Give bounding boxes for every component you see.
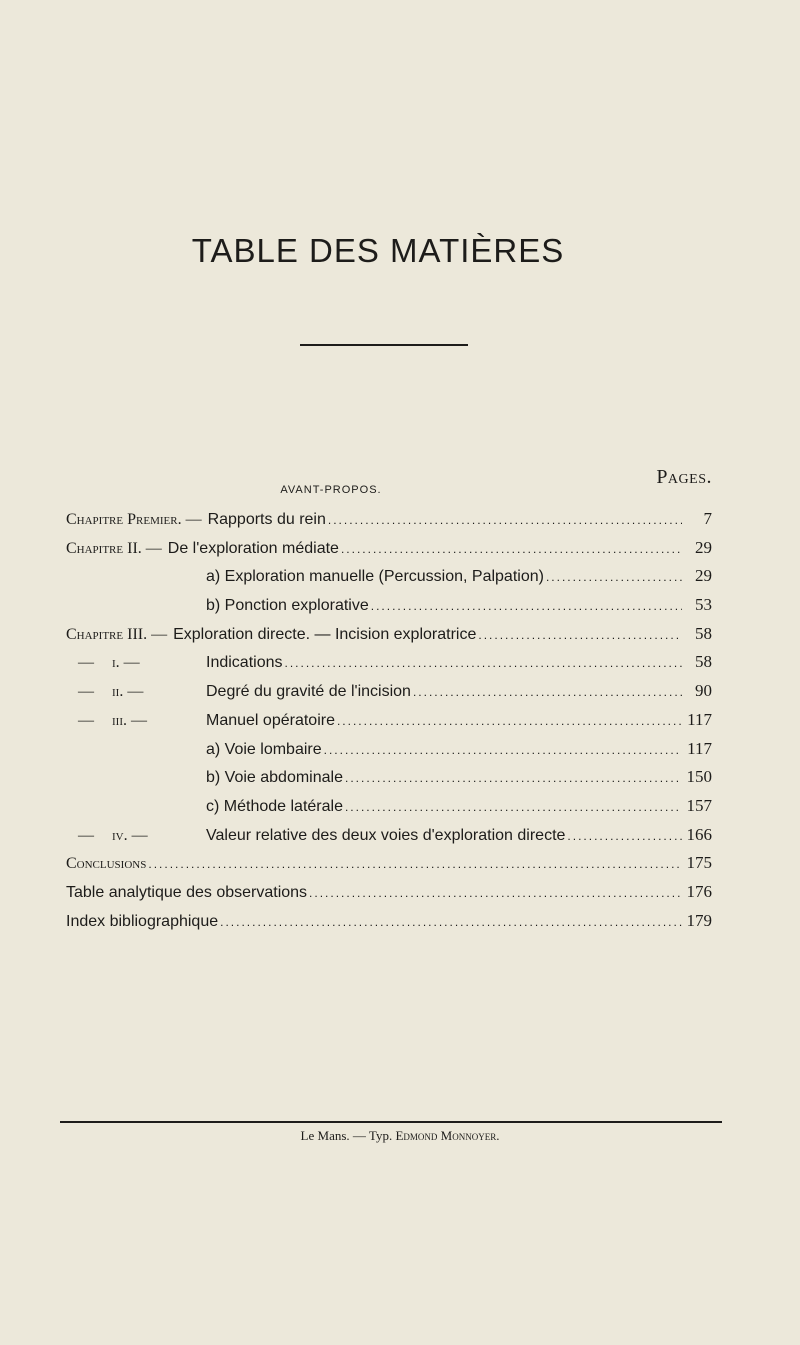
toc-entry (66, 620, 712, 649)
ditto-dash: — (78, 826, 94, 844)
ditto-dash: — (78, 683, 94, 701)
toc-chapter-label: Chapitre II. — (66, 539, 162, 557)
toc-entry-text: Valeur relative des deux voies d'exploration directe (206, 826, 566, 844)
dot-leader (341, 535, 682, 564)
toc-entry (66, 735, 712, 764)
title-divider (300, 344, 468, 346)
toc-entry (66, 505, 712, 534)
printer-imprint (0, 1128, 800, 1144)
toc-page-number: 29 (695, 566, 712, 586)
toc-entry (66, 763, 712, 792)
toc-section-label (66, 649, 206, 678)
toc-chapter-label: Chapitre III. — (66, 625, 168, 643)
toc-entry (66, 562, 712, 591)
toc-entry-text: a) Exploration manuelle (Percussion, Palpation) (206, 568, 544, 586)
toc-page-number: 53 (695, 595, 712, 615)
toc-section-label (66, 707, 206, 736)
toc-entry-text: Conclusions (66, 855, 147, 873)
dot-leader (220, 908, 682, 937)
dot-leader (328, 506, 682, 535)
toc-entry-text: Exploration directe. — Incision exploratrice (173, 625, 477, 643)
table-of-contents (66, 505, 712, 935)
toc-page-number: 150 (686, 767, 712, 787)
dot-leader (567, 822, 682, 851)
toc-page-number: 58 (695, 623, 712, 643)
dot-leader (371, 592, 682, 621)
toc-page-number: 90 (695, 681, 712, 701)
footer-divider (60, 1121, 722, 1123)
toc-entry (66, 591, 712, 620)
ditto-dash: — (78, 654, 94, 672)
page-title: TABLE DES MATIÈRES (191, 232, 565, 269)
toc-entry (66, 706, 712, 735)
dot-leader (148, 850, 682, 879)
toc-page-number: 58 (695, 652, 712, 672)
toc-entry (66, 849, 712, 878)
dot-leader (478, 621, 682, 650)
toc-chapter-label: Chapitre Premier. — (66, 511, 202, 528)
ditto-dash: — (78, 711, 94, 729)
toc-entry (66, 821, 712, 850)
pages-column-label: Pages. (656, 466, 712, 488)
toc-page-number: 157 (686, 795, 712, 815)
toc-page-number: 166 (686, 824, 712, 844)
toc-entry (66, 907, 712, 936)
toc-page-number: 117 (687, 738, 712, 758)
dot-leader (324, 736, 682, 765)
dot-leader (337, 707, 682, 736)
dot-leader (345, 764, 682, 793)
dot-leader (309, 879, 682, 908)
toc-page-number: 179 (686, 910, 712, 930)
dot-leader (546, 563, 682, 592)
toc-entry-text: Manuel opératoire (206, 711, 335, 729)
toc-page-number: 29 (695, 537, 712, 557)
toc-entry (66, 534, 712, 563)
toc-page-number: 117 (687, 709, 712, 729)
avant-propos-heading: AVANT-PROPOS. (280, 484, 382, 496)
toc-section-label (66, 822, 206, 851)
toc-entry-text: Rapports du rein (207, 511, 326, 528)
toc-entry-text: Indications (206, 654, 283, 672)
toc-entry (66, 648, 712, 677)
imprint-lead: Le Mans. — Typ. (300, 1128, 393, 1143)
toc-page-number: 175 (686, 853, 712, 873)
roman-numeral: iv. — (112, 826, 148, 844)
toc-entry-text: Index bibliographique (66, 912, 219, 930)
roman-numeral: iii. — (112, 711, 147, 729)
toc-entry (66, 792, 712, 821)
imprint-printer: Edmond Monnoyer. (395, 1128, 500, 1143)
toc-entry-text: b) Ponction explorative (206, 597, 369, 615)
toc-entry (66, 878, 712, 907)
toc-entry (66, 677, 712, 706)
toc-entry-text: Degré du gravité de l'incision (206, 683, 411, 701)
dot-leader (285, 649, 683, 678)
roman-numeral: i. — (112, 654, 140, 672)
dot-leader (413, 678, 682, 707)
toc-section-label (66, 678, 206, 707)
toc-entry-text: De l'exploration médiate (167, 539, 339, 557)
dot-leader (345, 793, 682, 822)
roman-numeral: ii. — (112, 683, 144, 701)
toc-entry-text: b) Voie abdominale (206, 769, 343, 787)
toc-entry-text: a) Voie lombaire (206, 740, 322, 758)
toc-page-number: 7 (703, 509, 712, 528)
toc-entry-text: c) Méthode latérale (206, 797, 343, 815)
toc-entry-text: Table analytique des observations (66, 883, 308, 901)
toc-page-number: 176 (686, 881, 712, 901)
